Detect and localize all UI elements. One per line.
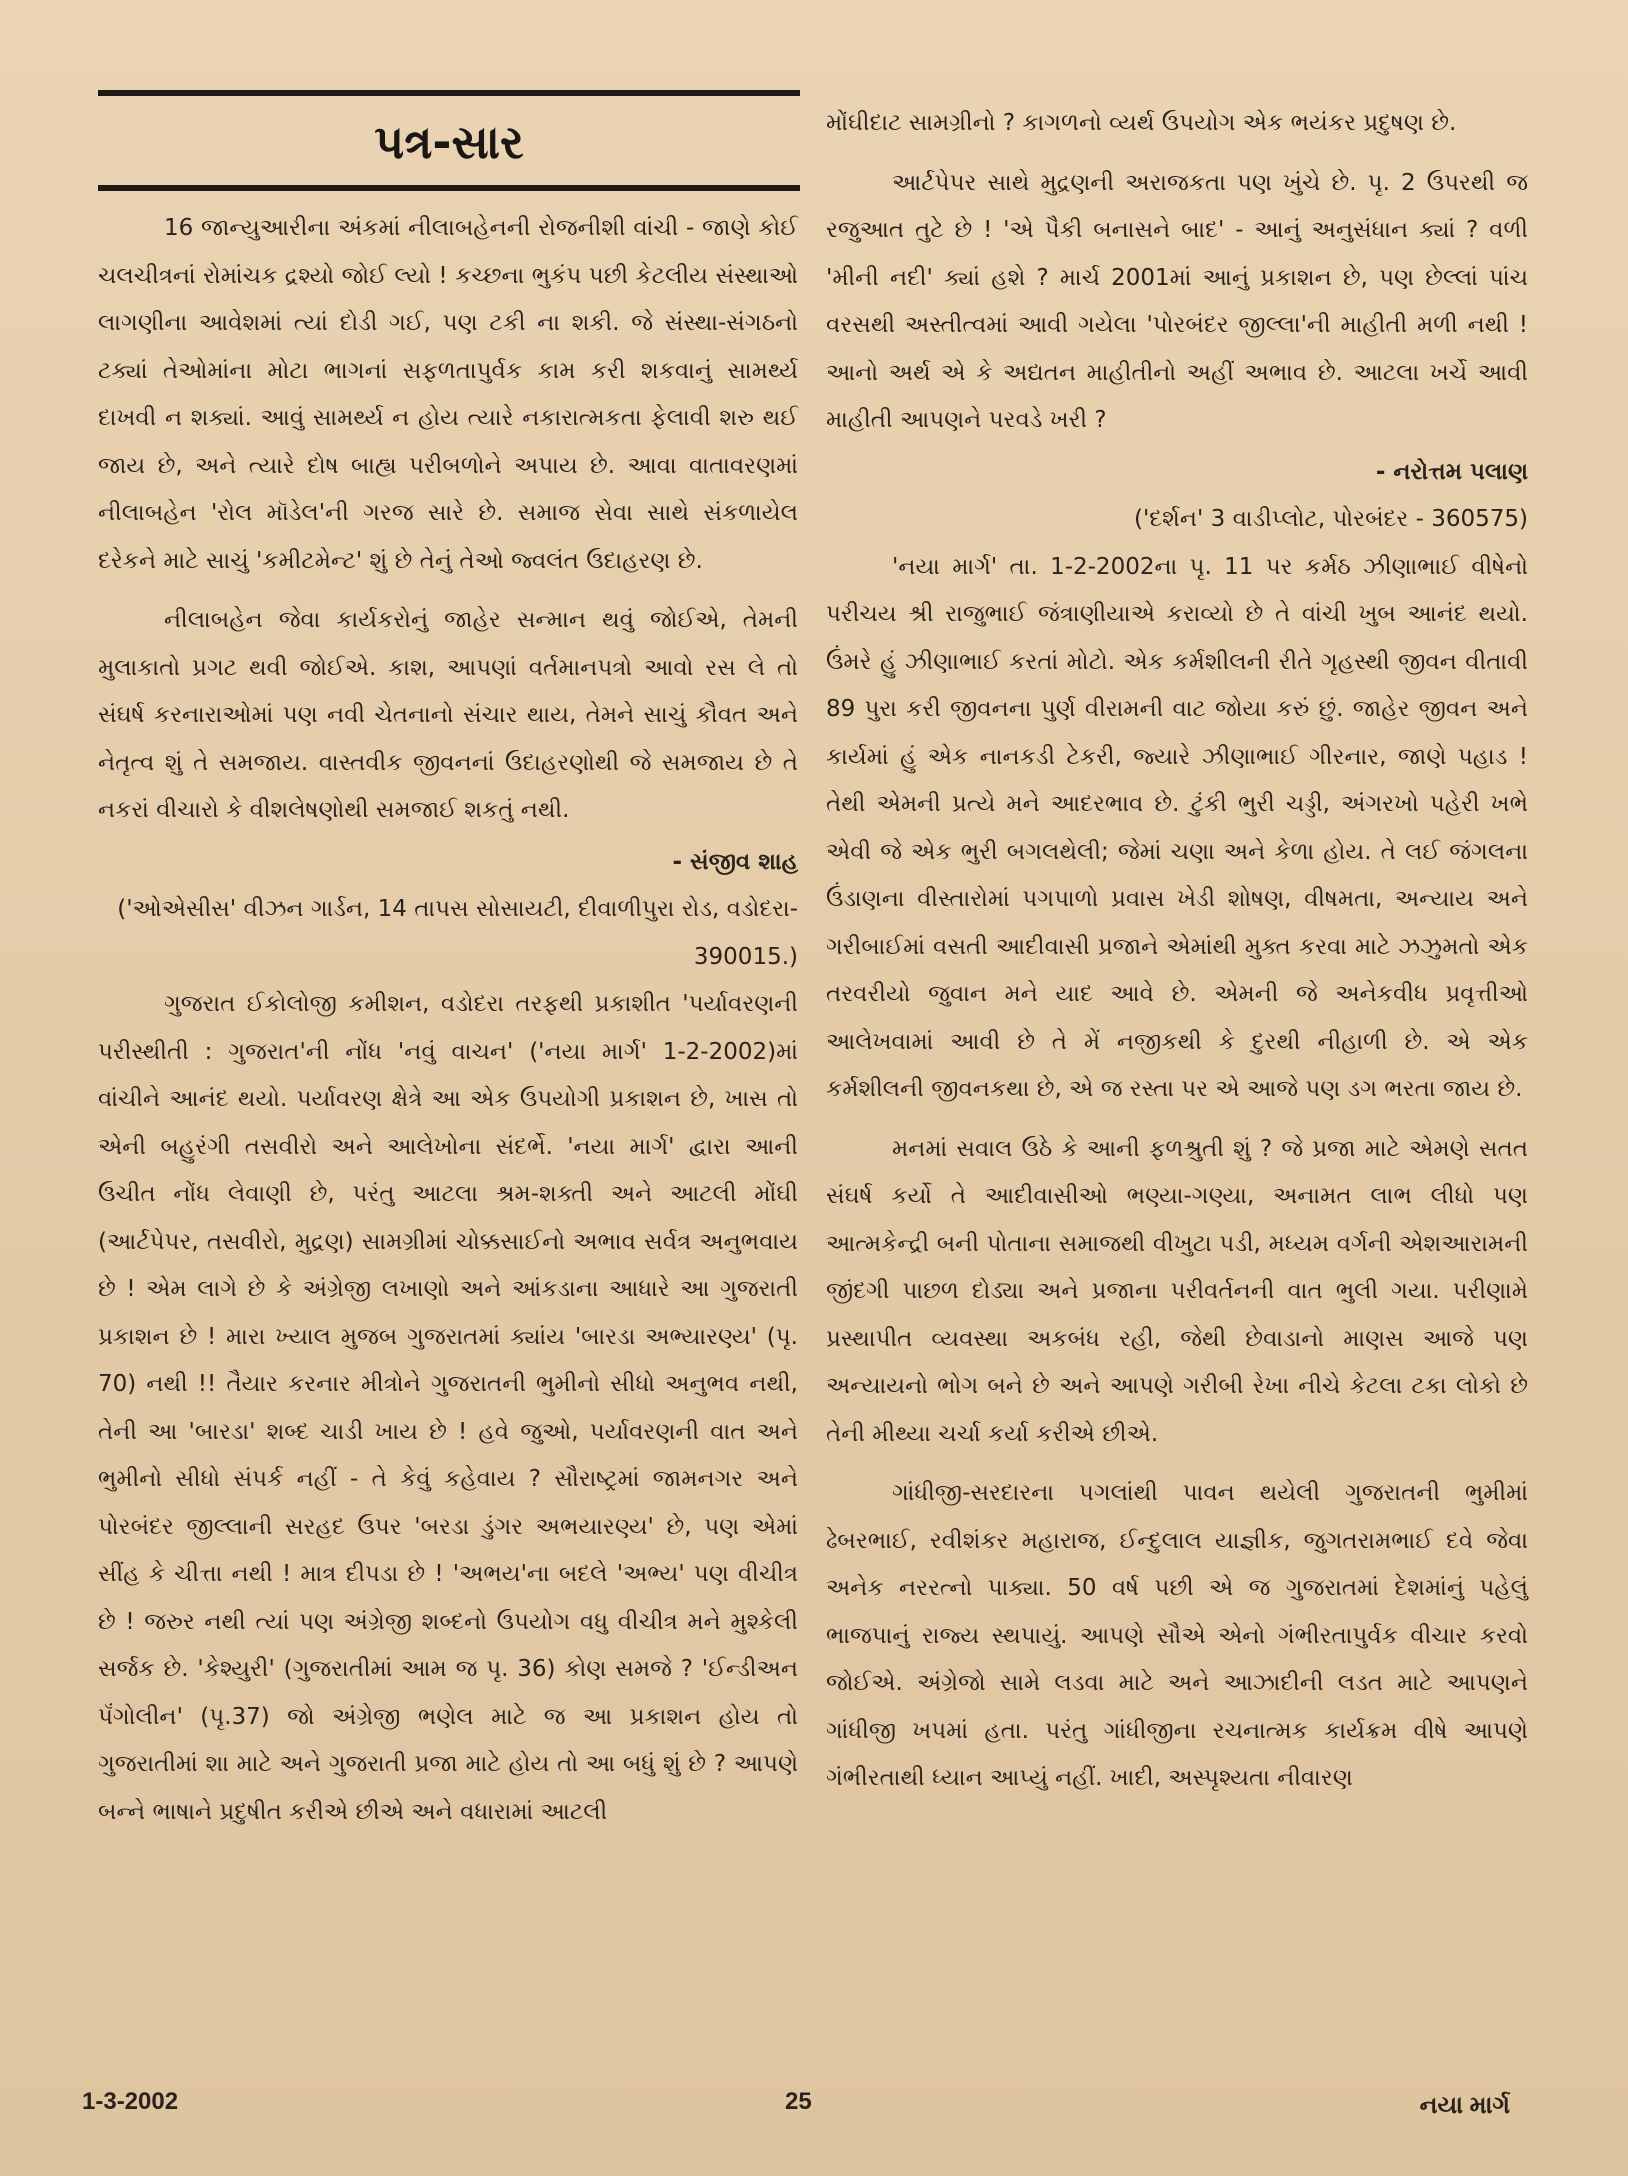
magazine-name: નયા માર્ગ <box>1419 2092 1510 2119</box>
heading-bottom-rule <box>98 185 800 191</box>
issue-date: 1-3-2002 <box>82 2088 179 2115</box>
left-column <box>98 205 798 1836</box>
section-heading: પત્ર-સાર <box>374 115 524 169</box>
page-footer <box>0 2088 1628 2128</box>
letter2-address: ('દર્શન' 3 વાડીપ્લોટ, પોરબંદર - 360575) <box>1134 506 1528 532</box>
letter2-paragraph-2: આર્ટપેપર સાથે મુદ્રણની અરાજકતા પણ ખુંચે છે. પૃ. 2 ઉપરથી જ રજુઆત તુટે છે ! 'એ પૈકી બનાસને બાદ' - આનું અનુસંધાન ક્યાં ? વળી 'મીની નદી' ક્યાં હશે ? માર્ચ 2001માં આનું પ્રકાશન છે, પણ છેલ્લાં પાંચ વરસથી અસ્તીત્વમાં આવી ગયેલા 'પોરબંદર જીલ્લા'ની માહીતી મળી નથી ! આનો અર્થ એ કે અદ્યતન માહીતીનો અહીં અભાવ છે. આટલા ખર્ચે આવી માહીતી આપણને પરવડે ખરી ? <box>826 169 1528 433</box>
letter3-paragraph-2: મનમાં સવાલ ઉઠે કે આની ફળશ્રુતી શું ? જે પ્રજા માટે એમણે સતત સંઘર્ષ કર્યો તે આદીવાસીઓ ભણ્યા-ગણ્યા, અનામત લાભ લીધો પણ આત્મકેન્દ્રી બની પોતાના સમાજથી વીખુટા પડી, મધ્યમ વર્ગની એશઆરામની જીંદગી પાછળ દોડ્યા અને પ્રજાના પરીવર્તનની વાત ભુલી ગયા. પરીણામે પ્રસ્થાપીત વ્યવસ્થા અકબંધ રહી, જેથી છેવાડાનો માણસ આજે પણ અન્યાયનો ભોગ બને છે અને આપણે ગરીબી રેખા નીચે કેટલા ટકા લોકો છે તેની મીથ્યા ચર્ચા કર્યા કરીએ છીએ. <box>826 1135 1528 1447</box>
letter2-paragraph-1: ગુજરાત ઈકોલોજી કમીશન, વડોદરા તરફથી પ્રકાશીત 'પર્યાવરણની પરીસ્થીતી : ગુજરાત'ની નોંધ 'નવું વાચન' ('નયા માર્ગ' 1-2-2002)માં વાંચીને આનંદ થયો. પર્યાવરણ ક્ષેત્રે આ એક ઉપયોગી પ્રકાશન છે, ખાસ તો એની બહુરંગી તસવીરો અને આલેખોના સંદર્ભે. 'નયા માર્ગ' દ્વારા આની ઉચીત નોંધ લેવાણી છે, પરંતુ આટલા શ્રમ-શક્તી અને આટલી મોંઘી (આર્ટપેપર, તસવીરો, મુદ્રણ) સામગ્રીમાં ચોક્કસાઈનો અભાવ સર્વત્ર અનુભવાય છે ! એમ લાગે છે કે અંગ્રેજી લખાણો અને આંકડાના આધારે આ ગુજરાતી પ્રકાશન છે ! મારા ખ્યાલ મુજબ ગુજરાતમાં ક્યાંય 'બારડા અભ્યારણ્ય' (પૃ. 70) નથી !! તૈયાર કરનાર મીત્રોને ગુજરાતની ભુમીનો સીધો અનુભવ નથી, તેની આ 'બારડા' શબ્દ ચાડી ખાય છે ! હવે જુઓ, પર્યાવરણની વાત અને ભુમીનો સીધો સંપર્ક નહીં - તે કેવું કહેવાય ? સૌરાષ્ટ્રમાં જામનગર અને પોરબંદર જીલ્લાની સરહદ ઉપર 'બરડા ડુંગર અભયારણ્ય' છે, પણ એમાં સીંહ કે ચીત્તા નથી ! માત્ર દીપડા છે ! 'અભય'ના બદલે 'અભ્ય' પણ વીચીત્ર છે ! જરુર નથી ત્યાં પણ અંગ્રેજી શબ્દનો ઉપયોગ વધુ વીચીત્ર મને મુશ્કેલી સર્જક છે. 'કેશ્યુરી' (ગુજરાતીમાં આમ જ પૃ. 36) કોણ સમજે ? 'ઈન્ડીઅન પૅંગોલીન' (પૃ.37) જો અંગ્રેજી ભણેલ માટે જ આ પ્રકાશન હોય તો ગુજરાતીમાં શા માટે અને ગુજરાતી પ્રજા માટે હોય તો આ બધું શું છે ? આપણે બન્ને ભાષાને પ્રદુષીત કરીએ છીએ અને વધારામાં આટલી <box>98 991 798 1825</box>
letter1-paragraph-2: નીલાબહેન જેવા કાર્યકરોનું જાહેર સન્માન થવું જોઈએ, તેમની મુલાકાતો પ્રગટ થવી જોઈએ. કાશ, આપણાં વર્તમાનપત્રો આવો રસ લે તો સંઘર્ષ કરનારાઓમાં પણ નવી ચેતનાનો સંચાર થાય, તેમને સાચું કૌવત અને નેતૃત્વ શું તે સમજાય. વાસ્તવીક જીવનનાં ઉદાહરણોથી જે સમજાય છે તે નકરાં વીચારો કે વીશલેષણોથી સમજાઈ શકતું નથી. <box>98 607 798 823</box>
heading-top-rule <box>98 90 800 96</box>
letter3-paragraph-1: 'નયા માર્ગ' તા. 1-2-2002ના પૃ. 11 પર કર્મઠ ઝીણાભાઈ વીષેનો પરીચય શ્રી રાજુભાઈ જંત્રાણીયાએ કરાવ્યો છે તે વાંચી ખુબ આનંદ થયો. ઉંમરે હું ઝીણાભાઈ કરતાં મોટો. એક કર્મશીલની રીતે ગૃહસ્થી જીવન વીતાવી 89 પુરા કરી જીવનના પુર્ણ વીરામની વાટ જોયા કરું છું. જાહેર જીવન અને કાર્યમાં હું એક નાનકડી ટેકરી, જ્યારે ઝીણાભાઈ ગીરનાર, જાણે પહાડ ! તેથી એમની પ્રત્યે મને આદરભાવ છે. ટુંકી ભુરી ચડ્ડી, અંગરખો પહેરી ખભે એવી જે એક ભુરી બગલથેલી; જેમાં ચણા અને કેળા હોય. તે લઈ જંગલના ઉંડાણના વીસ્તારોમાં પગપાળો પ્રવાસ ખેડી શોષણ, વીષમતા, અન્યાય અને ગરીબાઈમાં વસતી આદીવાસી પ્રજાને એમાંથી મુક્ત કરવા માટે ઝઝુમતો એક તરવરીયો જુવાન મને યાદ આવે છે. એમની જે અનેકવીધ પ્રવૃત્તીઓ આલેખવામાં આવી છે તે મેં નજીકથી કે દુરથી નીહાળી છે. એ એક કર્મશીલની જીવનકથા છે, એ જ રસ્તા પર એ આજે પણ ડગ ભરતા જાય છે. <box>826 553 1528 1102</box>
page-number: 25 <box>785 2088 812 2115</box>
letter2-continuation: મોંઘીદાટ સામગ્રીનો ? કાગળનો વ્યર્થ ઉપયોગ એક ભયંકર પ્રદુષણ છે. <box>826 110 1457 136</box>
letter1-address: ('ઓએસીસ' વીઝન ગાર્ડન, 14 તાપસ સોસાયટી, દીવાળીપુરા રોડ, વડોદરા- 390015.) <box>117 896 798 970</box>
letter1-paragraph-1: 16 જાન્યુઆરીના અંકમાં નીલાબહેનની રોજનીશી વાંચી - જાણે કોઈ ચલચીત્રનાં રોમાંચક દ્રશ્યો જોઈ લ્યો ! કચ્છના ભુકંપ પછી કેટલીય સંસ્થાઓ લાગણીના આવેશમાં ત્યાં દોડી ગઈ, પણ ટકી ના શકી. જે સંસ્થા-સંગઠનો ટક્યાં તેઓમાંના મોટા ભાગનાં સફળતાપુર્વક કામ કરી શકવાનું સામર્થ્ય દાખવી ન શક્યાં. આવું સામર્થ્ય ન હોય ત્યારે નકારાત્મકતા ફેલાવી શરુ થઈ જાય છે, અને ત્યારે દોષ બાહ્ય પરીબળોને અપાય છે. આવા વાતાવરણમાં નીલાબહેન 'રોલ મૉડેલ'ની ગરજ સારે છે. સમાજ સેવા સાથે સંકળાયેલ દરેકને માટે સાચું 'કમીટમેન્ટ' શું છે તેનું તેઓ જ્વલંત ઉદાહરણ છે. <box>98 215 798 574</box>
right-column <box>826 100 1528 1803</box>
letter2-signature: - નરોત્તમ પલાણ <box>1375 458 1528 485</box>
letter3-paragraph-3: ગાંધીજી-સરદારના પગલાંથી પાવન થયેલી ગુજરાતની ભુમીમાં ઢેબરભાઈ, રવીશંકર મહારાજ, ઈન્દુલાલ યાજ્ઞીક, જુગતરામભાઈ દવે જેવા અનેક નરરત્નો પાક્યા. 50 વર્ષ પછી એ જ ગુજરાતમાં દેશમાંનું પહેલું ભાજપાનું રાજ્ય સ્થપાયું. આપણે સૌએ એનો ગંભીરતાપુર્વક વીચાર કરવો જોઈએ. અંગ્રેજો સામે લડવા માટે અને આઝાદીની લડત માટે આપણને ગાંધીજી ખપમાં હતા. પરંતુ ગાંધીજીના રચનાત્મક કાર્યક્રમ વીષે આપણે ગંભીરતાથી ધ્યાન આપ્યું નહીં. ખાદી, અસ્પૃશ્યતા નીવારણ <box>826 1480 1528 1791</box>
letter1-signature: - સંજીવ શાહ <box>672 848 798 875</box>
